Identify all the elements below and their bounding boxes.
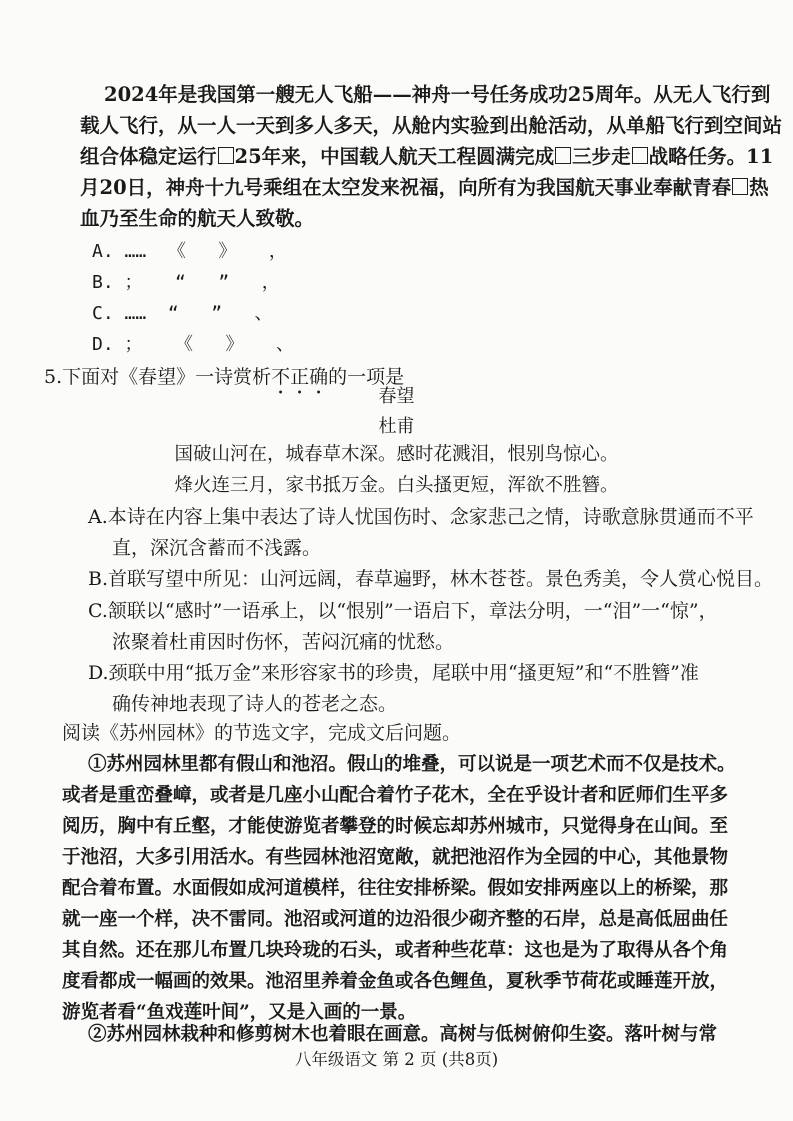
q5-option-d-line-2: 确传神地表现了诗人的苍老之态。 (112, 693, 398, 715)
reading-p1-line-2: 或者是重峦叠嶂，或者是几座小山配合着竹子花木，全在乎设计者和匠师们生平多 (62, 785, 729, 806)
blank-box (632, 147, 648, 164)
poem-line-1: 国破山河在，城春草木深。感时花溅泪，恨别鸟惊心。 (174, 444, 619, 465)
q5-option-a-line-2: 直，深沉含蓄而不浅露。 (112, 537, 322, 559)
reading-p2-line-1: ②苏州园林栽种和修剪树木也着眼在画意。高树与低树俯仰生姿。落叶树与常 (88, 1024, 718, 1045)
q4-option-c: C. …… “ ” 、 (92, 303, 273, 324)
q5-stem: 5.下面对《春望》一诗赏析不正确的一项是 (44, 366, 405, 388)
poem-author: 杜甫 (378, 416, 415, 437)
q4-passage-line-3: 组合体稳定运行 25年来，中国载人航天工程圆满完成 三步走 战略任务。11 (80, 145, 774, 168)
reading-p1-line-5: 配合着布置。水面假如成河道模样，往往安排桥梁。假如安排两座以上的桥梁，那 (62, 878, 729, 899)
q4-option-a: A. …… 《 》 ， (92, 241, 287, 262)
reading-intro: 阅读《苏州园林》的节选文字，完成文后问题。 (62, 722, 462, 744)
reading-p1-line-6: 就一座一个样，决不雷同。池沼或河道的边沿很少砌齐整的石岸，总是高低屈曲任 (62, 909, 729, 930)
q5-option-a-line-1: A.本诗在内容上集中表达了诗人忧国伤时、念家悲己之情，诗歌意脉贯通而不平 (88, 506, 754, 528)
poem-line-2: 烽火连三月，家书抵万金。白头搔更短，浑欲不胜簪。 (174, 475, 619, 496)
q4-passage-line-4: 月20日，神舟十九号乘组在太空发来祝福，向所有为我国航天事业奉献青春 热 (80, 176, 769, 199)
q4-option-b: B. ； “ ” ， (92, 272, 280, 293)
reading-p1-line-7: 其自然。还在那儿布置几块玲珑的石头，或者种些花草：这也是为了取得从各个角 (62, 940, 729, 961)
reading-p1-line-3: 阅历，胸中有丘壑，才能使游览者攀登的时候忘却苏州城市，只觉得身在山间。至 (62, 816, 729, 837)
q4-passage-line-1: 2024年是我国第一艘无人飞船——神舟一号任务成功25周年。从无人飞行到 (104, 83, 771, 106)
reading-p1-line-4: 于池沼，大多引用活水。有些园林池沼宽敞，就把池沼作为全园的中心，其他景物 (62, 847, 729, 868)
blank-box (555, 147, 571, 164)
blank-box (218, 147, 234, 164)
q5-option-b: B.首联写望中所见：山河远阔，春草遍野，林木苍苍。景色秀美，令人赏心悦目。 (88, 568, 774, 590)
q5-option-d-line-1: D.颈联中用“抵万金”来形容家书的珍贵，尾联中用“搔更短”和“不胜簪”准 (88, 662, 699, 684)
poem-title: 春望 (378, 386, 415, 407)
reading-p1-line-9: 游览者看“鱼戏莲叶间”，又是入画的一景。 (62, 1002, 417, 1023)
q4-option-d: D. ； 《 》 、 (92, 334, 295, 355)
blank-box (732, 178, 748, 195)
reading-p1-line-1: ①苏州园林里都有假山和池沼。假山的堆叠，可以说是一项艺术而不仅是技术。 (88, 754, 736, 775)
page-footer: 八年级语文 第 2 页 (共8页) (294, 1050, 499, 1069)
q4-passage-line-5: 血乃至生命的航天人致敬。 (80, 207, 315, 230)
reading-p1-line-8: 度看都成一幅画的效果。池沼里养着金鱼或各色鲤鱼，夏秋季节荷花或睡莲开放， (62, 971, 729, 992)
q5-option-c-line-2: 浓聚着杜甫因时伤怀，苦闷沉痛的忧愁。 (112, 631, 455, 653)
q4-passage-line-2: 载人飞行，从一人一天到多人多天，从舱内实验到出舱活动，从单船飞行到空间站 (80, 114, 783, 137)
q5-option-c-line-1: C.颔联以“感时”一语承上，以“恨别”一语启下，章法分明，一“泪”一“惊”， (88, 600, 718, 622)
